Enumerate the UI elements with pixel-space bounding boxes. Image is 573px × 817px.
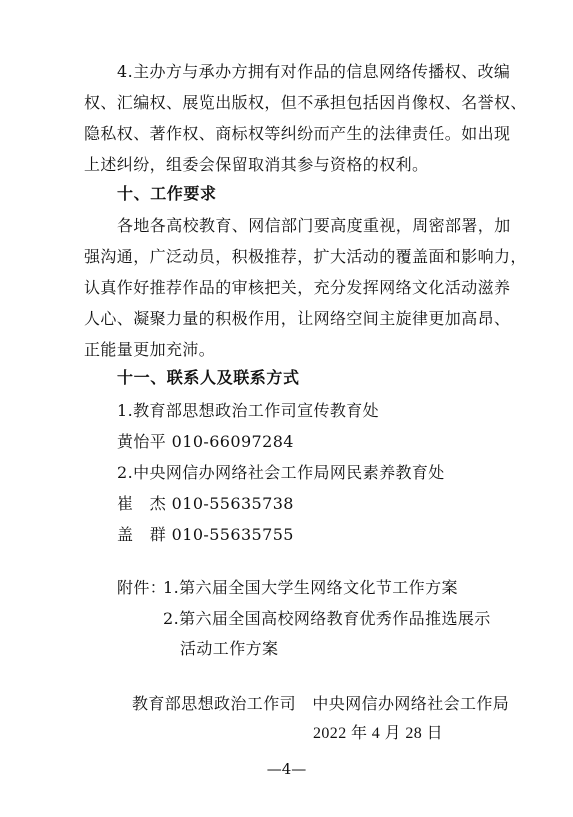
attachment-item: 1.第六届全国大学生网络文化节工作方案 — [163, 578, 458, 597]
page-number: —4— — [266, 760, 307, 778]
paragraph-line: 认真作好推荐作品的审核把关，充分发挥网络文化活动滋养 — [84, 278, 511, 297]
paragraph-line: 权、汇编权、展览出版权，但不承担包括因肖像权、名誉权、 — [84, 93, 527, 112]
paragraph-line: 4.主办方与承办方拥有对作品的信息网络传播权、改编 — [117, 62, 511, 81]
paragraph-line: 上述纠纷，组委会保留取消其参与资格的权利。 — [84, 155, 429, 174]
paragraph-line: 各地各高校教育、网信部门要高度重视，周密部署，加 — [117, 216, 511, 235]
paragraph-line: 隐私权、著作权、商标权等纠纷而产生的法律责任。如出现 — [84, 124, 511, 143]
attachments-label: 附件： — [117, 578, 167, 597]
contact-org: 2.中央网信办网络社会工作局网民素养教育处 — [117, 463, 445, 482]
attachment-item-continuation: 活动工作方案 — [180, 639, 279, 658]
paragraph-line: 人心、凝聚力量的积极作用，让网络空间主旋律更加高昂、 — [84, 309, 511, 328]
signature-date: 2022 年 4 月 28 日 — [313, 725, 443, 742]
contact-org: 1.教育部思想政治工作司宣传教育处 — [117, 401, 380, 420]
contact-person: 崔 杰 010-55635738 — [117, 494, 294, 513]
section-heading: 十一、联系人及联系方式 — [117, 368, 300, 387]
section-heading: 十、工作要求 — [117, 184, 217, 203]
paragraph-line: 强沟通，广泛动员，积极推荐，扩大活动的覆盖面和影响力， — [84, 247, 527, 266]
signature-orgs: 教育部思想政治工作司 中央网信办网络社会工作局 — [132, 694, 510, 713]
contact-person: 黄怡平 010-66097284 — [117, 432, 294, 451]
paragraph-line: 正能量更加充沛。 — [84, 340, 216, 359]
contact-person: 盖 群 010-55635755 — [117, 525, 294, 544]
attachment-item: 2.第六届全国高校网络教育优秀作品推选展示 — [163, 609, 491, 628]
